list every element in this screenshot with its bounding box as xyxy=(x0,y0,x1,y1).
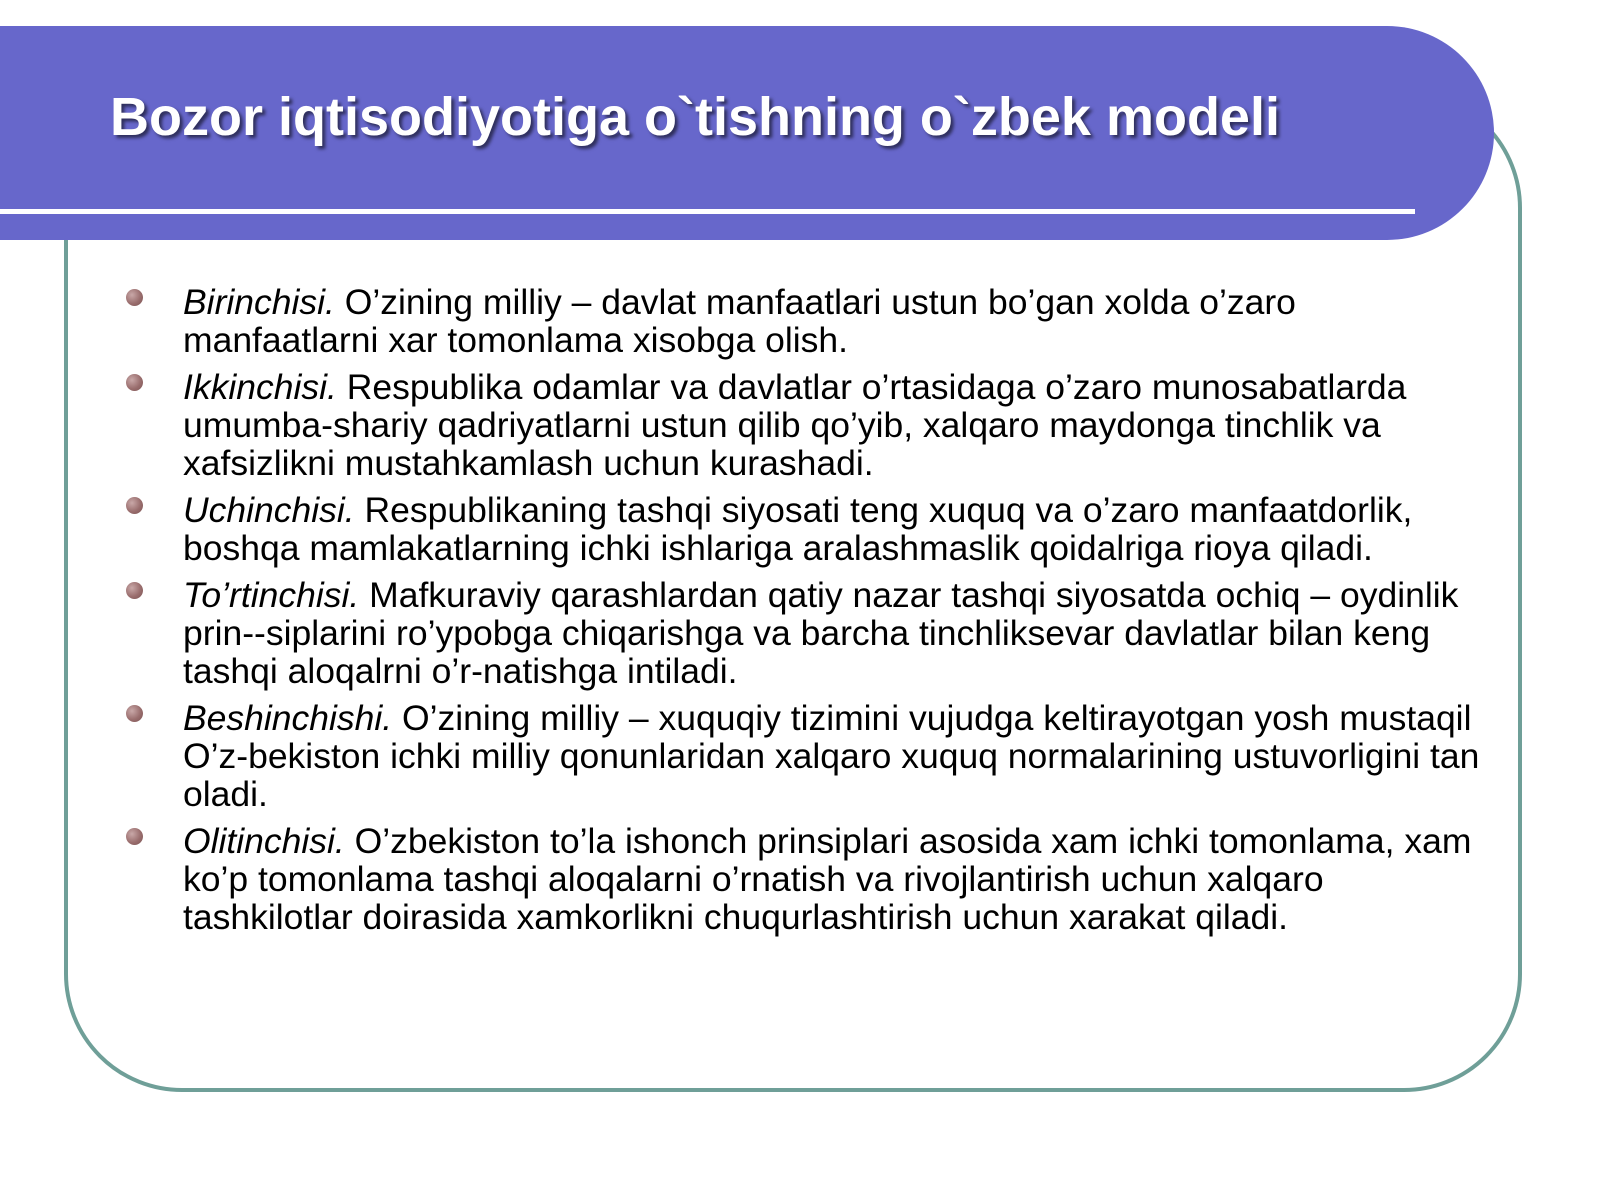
bullet-dot-icon xyxy=(126,828,143,845)
bullet-text: Respublikaning tashqi siyosati teng xuquq va o’zaro manfaatdorlik, boshqa mamlakatlarning ichki ishlariga aralashmaslik qoidalriga rioya qiladi. xyxy=(183,490,1413,568)
bullet-dot-icon xyxy=(126,705,143,722)
bullet-item-5 xyxy=(120,699,1490,813)
bullet-item-2 xyxy=(120,368,1490,482)
bullet-lead: Olitinchisi. xyxy=(183,821,345,861)
bullet-item-3 xyxy=(120,491,1490,567)
bullet-lead: Beshinchishi. xyxy=(183,698,393,738)
bullet-text: Respublika odamlar va davlatlar o’rtasidagа o’zaro munosabatlarda umumba-shariy qadriyatlarni ustun qilib qo’yib, xalqaro maydonga tinchlik va xafsizlikni mustahkamlash uchun kurashadi. xyxy=(183,367,1407,483)
bullet-lead: To’rtinchisi. xyxy=(183,575,360,615)
bullet-dot-icon xyxy=(126,497,143,514)
bullet-text: O’zining milliy – xuquqiy tizimini vujudga keltirayotgan yosh mustaqil O’z-bekiston ichki milliy qonunlaridan xalqaro xuquq normalarining ustuvorligini tan oladi. xyxy=(183,698,1480,814)
bullet-item-4 xyxy=(120,576,1490,690)
bullet-item-6 xyxy=(120,822,1490,936)
title-underline xyxy=(0,209,1415,214)
bullet-lead: Uchinchisi. xyxy=(183,490,355,530)
bullet-text: O’zbekiston to’la ishonch prinsiplari asosida xam ichki tomonlama, xam ko’p tomonlama tashqi aloqalarni o’rnatish va rivojlantirish uchun xalqaro tashkilotlar doirasida xamkorlikni chuqurlashtirish uchun xarakat qiladi. xyxy=(183,821,1472,937)
bullet-dot-icon xyxy=(126,374,143,391)
slide-title: Bozor iqtisodiyotiga o`tishning o`zbek modeli xyxy=(110,87,1280,147)
bullet-text: Mafkuraviy qarashlardan qatiy nazar tashqi siyosatda ochiq – oydinlik prin--siplarini ro’ypobga chiqarishga va barcha tinchliksevar davlatlar bilan keng tashqi aloqalrni o’r-natishga intiladi. xyxy=(183,575,1459,691)
bullet-text: O’zining milliy – davlat manfaatlari ustun bo’gan xolda o’zaro manfaatlarni xar tomonlama xisobga olish. xyxy=(183,282,1296,360)
bullet-item-1 xyxy=(120,283,1490,359)
bullet-dot-icon xyxy=(126,582,143,599)
bullet-list xyxy=(120,283,1490,945)
bullet-lead: Birinchisi. xyxy=(183,282,335,322)
bullet-dot-icon xyxy=(126,289,143,306)
bullet-lead: Ikkinchisi. xyxy=(183,367,337,407)
